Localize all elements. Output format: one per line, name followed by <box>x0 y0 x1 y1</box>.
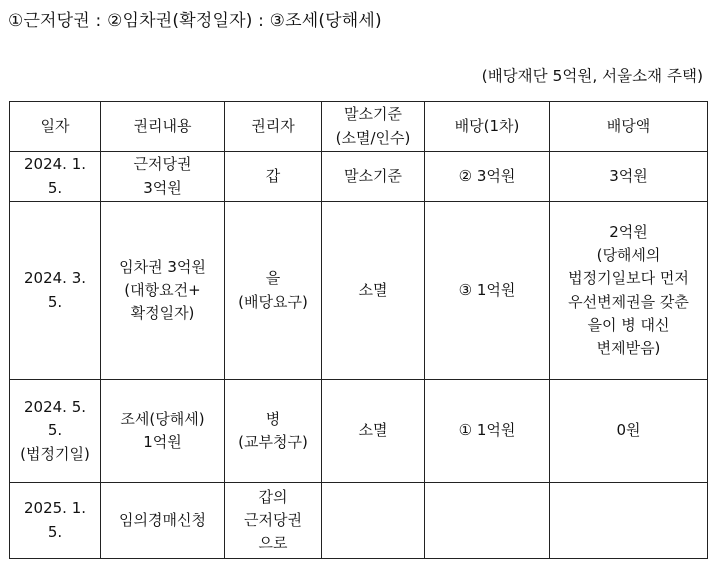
table-row <box>10 380 708 483</box>
table-row <box>10 152 708 202</box>
cell-amount: 2억원 (당해세의 법정기일보다 먼저 우선변제권을 갖춘 을이 병 대신 변제받음) <box>550 202 708 380</box>
cell-base: 말소기준 <box>322 152 425 202</box>
cell-date: 2024. 1. 5. <box>10 152 101 202</box>
distribution-note: (배당재단 5억원, 서울소재 주택) <box>481 67 703 85</box>
cell-dividend: ③ 1억원 <box>425 202 550 380</box>
header-amount: 배당액 <box>550 102 708 152</box>
cell-amount <box>550 483 708 559</box>
cell-date: 2024. 5. 5. (법정기일) <box>10 380 101 483</box>
cell-holder: 병 (교부청구) <box>225 380 322 483</box>
cell-base <box>322 483 425 559</box>
cell-right: 임차권 3억원 (대항요건+ 확정일자) <box>101 202 225 380</box>
cell-holder: 갑의 근저당권 으로 <box>225 483 322 559</box>
table-row <box>10 202 708 380</box>
cell-base: 소멸 <box>322 380 425 483</box>
cell-dividend: ① 1억원 <box>425 380 550 483</box>
header-date: 일자 <box>10 102 101 152</box>
cell-date: 2024. 3. 5. <box>10 202 101 380</box>
cell-base: 소멸 <box>322 202 425 380</box>
cell-right: 근저당권 3억원 <box>101 152 225 202</box>
cell-holder: 갑 <box>225 152 322 202</box>
table-row <box>10 483 708 559</box>
cell-dividend: ② 3억원 <box>425 152 550 202</box>
header-base: 말소기준 (소멸/인수) <box>322 102 425 152</box>
cell-date: 2025. 1. 5. <box>10 483 101 559</box>
cell-right: 임의경매신청 <box>101 483 225 559</box>
cell-amount: 3억원 <box>550 152 708 202</box>
cell-amount: 0원 <box>550 380 708 483</box>
cell-right: 조세(당해세) 1억원 <box>101 380 225 483</box>
cell-dividend <box>425 483 550 559</box>
table-header-row <box>10 102 708 152</box>
header-right: 권리내용 <box>101 102 225 152</box>
doc-heading: ①근저당권 : ②임차권(확정일자) : ③조세(당해세) <box>8 11 382 31</box>
distribution-table <box>9 101 708 559</box>
header-holder: 권리자 <box>225 102 322 152</box>
header-dividend: 배당(1차) <box>425 102 550 152</box>
cell-holder: 을 (배당요구) <box>225 202 322 380</box>
